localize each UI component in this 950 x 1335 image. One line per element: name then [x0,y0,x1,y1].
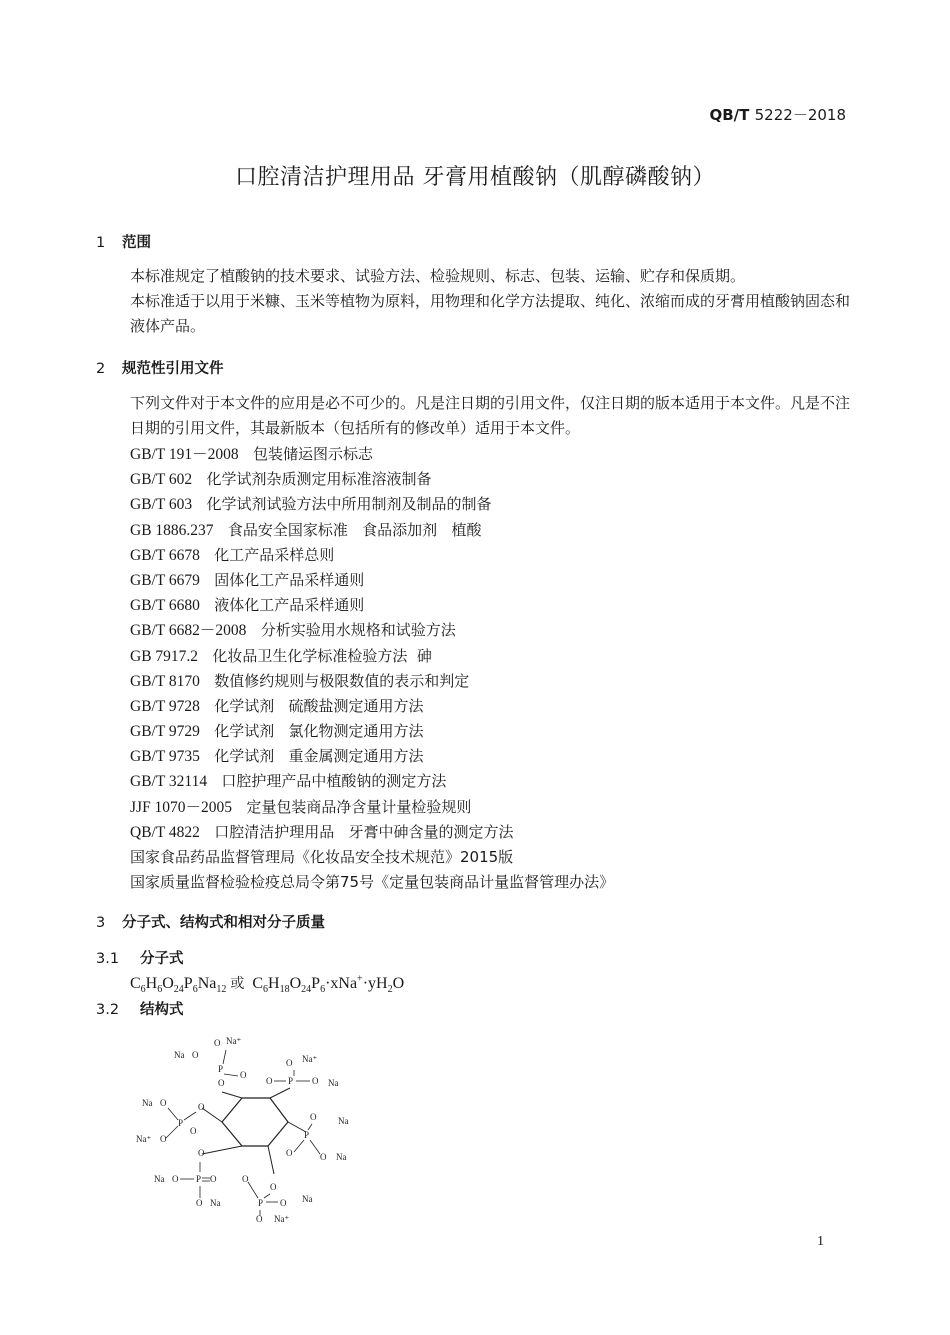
structural-formula [130,1030,370,1230]
reference-item [130,769,614,794]
formula-or: 或 [230,976,245,992]
reference-code: GB 7917.2 [130,647,199,665]
reference-item [130,669,614,694]
label: Na [328,1078,339,1088]
reference-title: 食品安全国家标准 食品添加剂 植酸 [227,520,482,539]
section-title: 范围 [122,235,151,251]
label: Na [174,1050,185,1060]
inositol-ring [202,1088,306,1174]
label: P [178,1118,184,1128]
label: O [172,1174,179,1184]
reference-item [130,644,614,669]
section-title: 分子式、结构式和相对分子质量 [122,915,325,931]
reference-item [130,845,614,870]
label: Na⁺ [274,1214,290,1224]
label: O [310,1112,317,1122]
document-title: 口腔清洁护理用品 牙膏用植酸钠（肌醇磷酸钠） [235,165,715,190]
label: O [192,1050,199,1060]
label: P [258,1198,264,1208]
subsection-title: 结构式 [140,1002,184,1018]
standard-prefix: QB/T [709,106,750,124]
label: O [242,1174,249,1184]
reference-item [130,442,614,467]
paragraph: 本标准规定了植酸钠的技术要求、试验方法、检验规则、标志、包装、运输、贮存和保质期。 [130,267,746,285]
reference-list [130,442,614,895]
reference-code: GB/T 603 [130,496,193,514]
reference-title: 化学试剂试验方法中所用制剂及制品的制备 [206,495,492,514]
reference-item [130,492,614,517]
label: Na [336,1152,347,1162]
label: O [218,1078,225,1088]
label: O [214,1038,221,1048]
label: O [190,1126,197,1136]
section-number: 2 [96,361,106,377]
label: O [266,1076,273,1086]
label: Na [302,1194,313,1204]
reference-item [130,618,614,643]
reference-item [130,744,614,769]
label: Na [210,1198,221,1208]
label: O [198,1148,205,1158]
reference-item [130,870,614,895]
label: O [198,1102,205,1112]
label: P [288,1076,294,1086]
label: P [218,1064,224,1074]
reference-code: GB/T 8170 [130,672,200,690]
subsection-3-1-heading [96,947,184,968]
reference-title: 包装储运图示标志 [252,445,373,463]
label: O [286,1058,293,1068]
label: Na⁺ [226,1036,242,1046]
subsection-title: 分子式 [140,951,184,967]
reference-title: 化工产品采样总则 [214,545,335,564]
paragraph: 下列文件对于本文件的应用是必不可少的。凡是注日期的引用文件，仅注日期的版本适用于本文件。凡是不注日期的引用文件，其最新版本（包括所有的修改单）适用于本文件。 [130,394,851,437]
reference-code: GB/T 602 [130,471,193,489]
label: Na⁺ [302,1054,318,1064]
section-title: 规范性引用文件 [122,361,224,377]
label: P [304,1130,310,1140]
reference-title: 固体化工产品采样通则 [214,570,365,589]
label: Na [154,1174,165,1184]
reference-item [130,518,614,543]
reference-title: 定量包装商品净含量计量检验规则 [246,797,472,816]
label: O [240,1070,247,1080]
label: O [280,1198,287,1208]
reference-code: GB/T 191－2008 [130,446,239,463]
molecular-formula: $C_6H_6O_{24}P_6Na_{12}$ 或 $C_6H_{18}O_{24}P_6\cdot xNa^+\cdot yH_2O$ [130,973,405,996]
label: O [312,1076,319,1086]
section-3-heading [96,911,325,932]
reference-code: GB/T 6679 [130,571,200,589]
standard-number: 5222－2018 [754,106,846,124]
section-2-heading [96,357,224,378]
reference-title: 分析实验用水规格和试验方法 [260,621,456,640]
reference-code: GB 1886.237 [130,521,214,539]
reference-title: 化学试剂 氯化物测定通用方法 [214,722,424,741]
label: Na⁺ [136,1134,152,1144]
reference-code: GB/T 6680 [130,597,200,615]
label: P [196,1174,202,1184]
reference-code: GB/T 6682－2008 [130,622,247,640]
label: Na [142,1098,153,1108]
label: O [320,1152,327,1162]
label: Na [338,1116,349,1126]
subsection-number: 3.2 [96,1002,120,1018]
label: O [196,1198,203,1208]
reference-title: 国家食品药品监督管理局《化妆品安全技术规范》2015版 [130,848,514,866]
reference-item [130,820,614,845]
subsection-3-2-heading [96,998,184,1019]
page-number: 1 [817,1234,824,1249]
reference-item [130,719,614,744]
reference-item [130,543,614,568]
reference-title: 液体化工产品采样通则 [214,596,365,615]
reference-item [130,593,614,618]
label: O [286,1148,293,1158]
reference-title: 化学试剂 重金属测定通用方法 [214,747,424,766]
section-number: 3 [96,915,106,931]
standard-code [710,104,847,125]
label: O [210,1174,217,1184]
reference-title: 化妆品卫生化学标准检验方法 砷 [212,646,432,665]
reference-title: 化学试剂杂质测定用标准溶液制备 [206,470,432,489]
reference-title: 口腔护理产品中植酸钠的测定方法 [221,772,447,791]
label: O [160,1134,167,1144]
structure-labels [136,1036,349,1224]
section-2-intro [96,391,850,441]
label: O [270,1182,277,1192]
paragraph: 本标准适于以用于米糠、玉米等植物为原料，用物理和化学方法提取、纯化、浓缩而成的牙膏用植酸钠固态和液体产品。 [130,292,851,335]
reference-item [130,568,614,593]
reference-code: GB/T 9728 [130,697,200,715]
reference-code: QB/T 4822 [130,823,200,841]
reference-item [130,694,614,719]
reference-code: JJF 1070－2005 [130,798,233,816]
section-number: 1 [96,235,106,251]
subsection-number: 3.1 [96,951,120,967]
section-1-heading [96,231,151,252]
reference-code: GB/T 6678 [130,546,200,564]
reference-code: GB/T 9729 [130,723,200,741]
reference-code: GB/T 9735 [130,748,200,766]
reference-item [130,795,614,820]
label: O [256,1214,263,1224]
reference-title: 国家质量监督检验检疫总局令第75号《定量包装商品计量监督管理办法》 [130,873,615,892]
label: O [160,1098,167,1108]
section-1-body [96,264,850,339]
reference-code: GB/T 32114 [130,773,208,791]
reference-title: 数值修约规则与极限数值的表示和判定 [214,671,470,690]
reference-item [130,467,614,492]
reference-title: 口腔清洁护理用品 牙膏中砷含量的测定方法 [214,822,514,841]
reference-title: 化学试剂 硫酸盐测定通用方法 [214,696,424,715]
